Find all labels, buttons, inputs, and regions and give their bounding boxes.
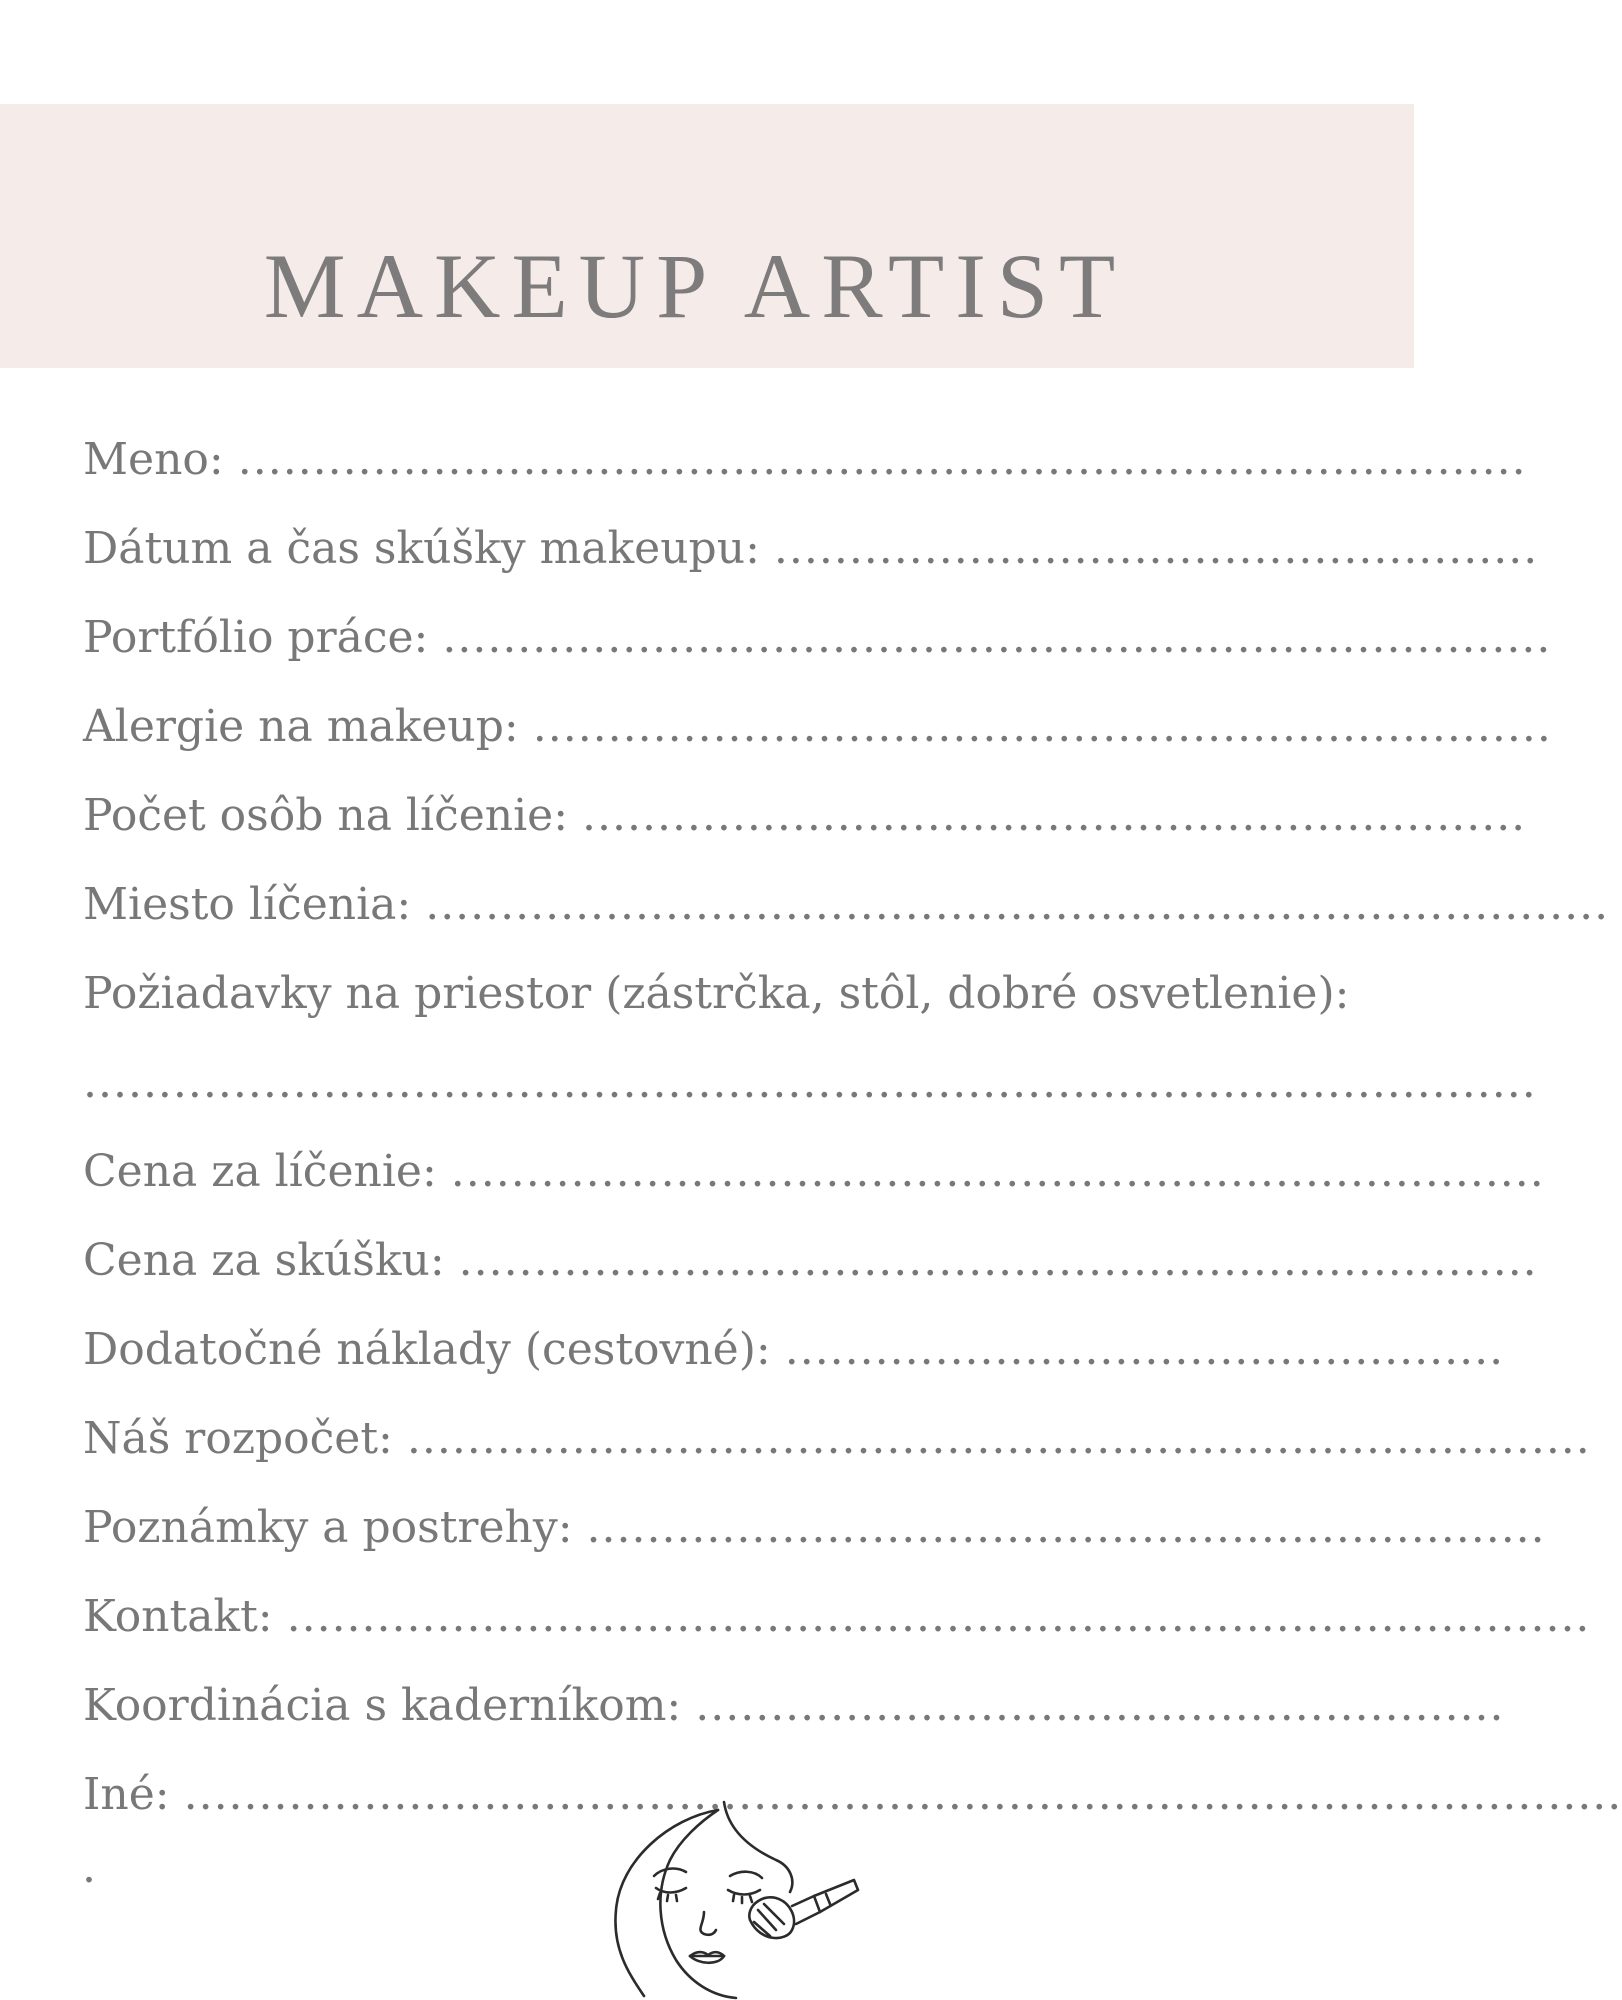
- trailing-dot: .: [82, 1842, 96, 1893]
- field-dots: ................................................: [784, 1324, 1505, 1375]
- field-label: Meno:: [83, 434, 224, 485]
- field-label: Miesto líčenia:: [83, 879, 412, 930]
- field-miesto[interactable]: [83, 860, 1610, 949]
- field-dots: ....................................................................: [532, 701, 1552, 752]
- page-title: MAKEUP ARTIST: [263, 234, 1127, 337]
- face-with-makeup-brush-icon: [600, 1800, 860, 2000]
- field-dots: ...................................................: [773, 523, 1539, 574]
- field-alergie[interactable]: [83, 682, 1552, 771]
- field-dodatocne-naklady[interactable]: [83, 1305, 1505, 1394]
- field-dots: ...............................................................................: [406, 1413, 1591, 1464]
- field-label: Alergie na makeup:: [83, 701, 519, 752]
- field-dots: ......................................................: [695, 1680, 1505, 1731]
- field-dots: .........................................................................: [450, 1146, 1545, 1197]
- field-dots: ...............................................................: [582, 790, 1527, 841]
- field-rozpocet[interactable]: [83, 1394, 1591, 1483]
- field-label: Náš rozpočet:: [83, 1413, 393, 1464]
- field-label: Iné:: [83, 1769, 170, 1820]
- field-label: Portfólio práce:: [83, 612, 429, 663]
- field-poznamky[interactable]: [83, 1483, 1546, 1572]
- field-label: Dátum a čas skúšky makeupu:: [83, 523, 760, 574]
- field-dots: ..........................................................................: [442, 612, 1552, 663]
- field-poziadavky-line[interactable]: [83, 1038, 1537, 1127]
- field-cena-skuska[interactable]: [83, 1216, 1538, 1305]
- field-label: Poznámky a postrehy:: [83, 1502, 573, 1553]
- field-dots: ......................................................................................: [237, 434, 1527, 485]
- field-poziadavky: [83, 949, 1350, 1038]
- field-dots: .................................................................................................: [83, 1057, 1537, 1108]
- field-label: Dodatočné náklady (cestovné):: [83, 1324, 771, 1375]
- field-datum-skusky[interactable]: [83, 504, 1539, 593]
- field-cena-licenie[interactable]: [83, 1127, 1545, 1216]
- field-meno[interactable]: [83, 415, 1527, 504]
- field-dots: ................................................................................................: [183, 1769, 1622, 1820]
- field-dots: ........................................................................: [458, 1235, 1538, 1286]
- field-dots: ...............................................................................: [425, 879, 1610, 930]
- field-koordinacia[interactable]: [83, 1661, 1505, 1750]
- field-label: Koordinácia s kaderníkom:: [83, 1680, 682, 1731]
- field-dots: ................................................................: [586, 1502, 1546, 1553]
- field-dots: .......................................................................................: [286, 1591, 1591, 1642]
- field-label: Požiadavky na priestor (zástrčka, stôl, dobré osvetlenie):: [83, 968, 1350, 1019]
- field-portfolio[interactable]: [83, 593, 1552, 682]
- form-fields: [83, 415, 1622, 1839]
- field-label: Cena za líčenie:: [83, 1146, 437, 1197]
- field-label: Kontakt:: [83, 1591, 273, 1642]
- field-label: Počet osôb na líčenie:: [83, 790, 569, 841]
- field-kontakt[interactable]: [83, 1572, 1591, 1661]
- field-label: Cena za skúšku:: [83, 1235, 445, 1286]
- field-pocet-osob[interactable]: [83, 771, 1527, 860]
